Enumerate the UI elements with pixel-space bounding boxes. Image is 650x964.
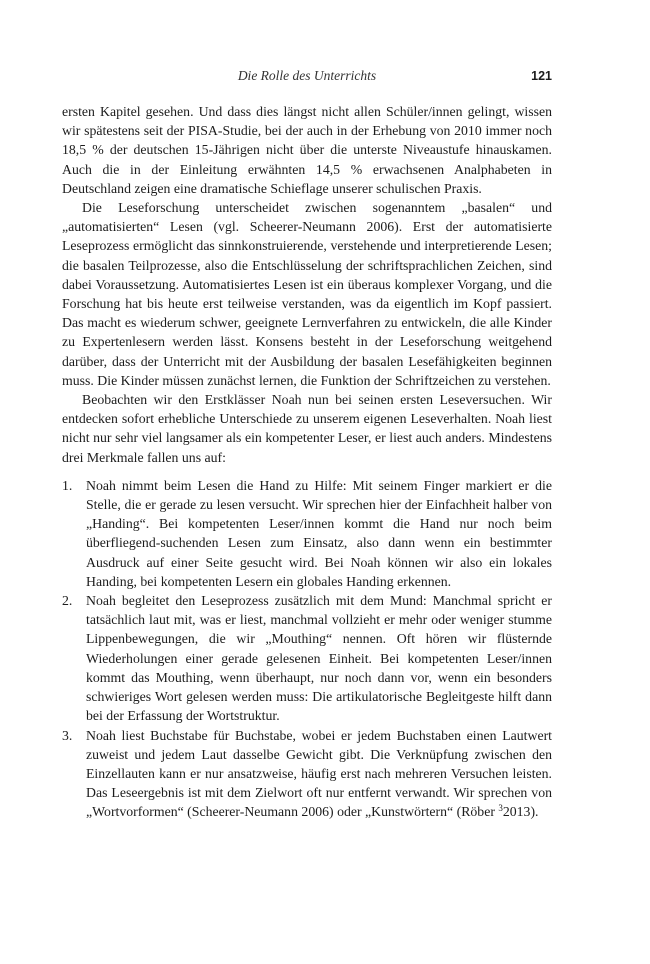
paragraph: ersten Kapitel gesehen. Und dass dies längst nicht allen Schüler/innen gelingt, wissen wir spätestens seit der PISA-Studie, bei der auch in der Erhebung von 2010 immer noch 18,5 % der deutschen 15-Jährigen nicht über die unterste Niveaustufe hinauskamen. Auch die in der Einleitung erwähnten 14,5 % erwachsenen Analphabeten in Deutschland zeigen eine dramatische Schieflage unserer schulischen Praxis. xyxy=(62,104,552,196)
paragraph: Die Leseforschung unterscheidet zwischen sogenanntem „basalen“ und „automatisierten“ Lesen (vgl. Scheerer-Neumann 2006). Erst der automatisierte Leseprozess ermöglicht das sinnkonstruierende, verstehende und interpretierende Lesen; die basalen Teilprozesse, also die Entschlüsselung der schriftsprachlichen Zeichen, sind dabei Voraussetzung. Automatisiertes Lesen ist ein überaus komplexer Vorgang, und die Forschung hat bis heute erst teilweise verstanden, was da eigentlich im Kopf passiert. Das macht es wiederum schwer, geeignete Lernverfahren zu entwickeln, die alle Kinder zu Expertenlesern werden lässt. Konsens besteht in der Leseforschung weitgehend darüber, dass der Unterricht mit der Ausbildung der basalen Lesefähigkeiten beginnen muss. Die Kinder müssen zunächst lernen, die Funktion der Schriftzeichen zu verstehen. xyxy=(62,200,552,388)
running-head xyxy=(62,68,552,88)
list-number: 3. xyxy=(62,727,73,743)
list-item xyxy=(62,476,552,591)
list-item-text xyxy=(86,728,552,820)
list-number: 2. xyxy=(62,593,73,609)
list-item-text: Noah begleitet den Leseprozess zusätzlich mit dem Mund: Manchmal spricht er tatsächlich laut mit, was er liest, manchmal vollzieht er mehr oder weniger stumme Lippenbewegungen, die wir „Mouthing“ nennen. Oft hören wir flüsternde Wiederholungen einer gerade gelesenen Einheit. Bei kompetenten Leser/innen kommt das Mouthing, wenn überhaupt, nur noch dann vor, wenn ein besonders schwieriges Wort gelesen werden muss: Die artikulatorische Begleitgeste hilft dann bei der Erfassung der Wortstruktur. xyxy=(86,593,552,724)
list-item xyxy=(62,591,552,725)
list-item-text-part: 2013). xyxy=(502,804,539,820)
list-item-text-part: Noah liest Buchstabe für Buchstabe, wobei er jedem Buchstaben einen Lautwert zuweist und jedem Laut dasselbe Gewicht gibt. Die Verknüpfung zwischen den Einzellauten kann er nur ansatzweise, häufig erst nach mehreren Versuchen leisten. Das Leseergebnis ist mit dem Zielwort oft nur entfernt verwandt. Wir sprechen von „Wortvorformen“ (Scheerer-Neumann 2006) oder „Kunstwörtern“ (Röber xyxy=(86,727,552,820)
running-title: Die Rolle des Unterrichts xyxy=(237,68,377,83)
edition-superscript: 3 xyxy=(498,803,503,814)
numbered-list xyxy=(62,476,552,822)
body-text xyxy=(62,102,552,822)
list-item xyxy=(62,726,552,822)
paragraph: Beobachten wir den Erstklässer Noah nun bei seinen ersten Leseversuchen. Wir entdecken sofort erhebliche Unterschiede zu unserem eigenen Leseverhalten. Noah liest nicht nur sehr viel langsamer als ein kompetenter Leser, er liest auch anders. Mindestens drei Merkmale fallen uns auf: xyxy=(62,392,552,465)
list-number: 1. xyxy=(62,477,73,493)
list-item-text: Noah nimmt beim Lesen die Hand zu Hilfe: Mit seinem Finger markiert er die Stelle, die er gerade zu lesen versucht. Wir sprechen hier der Einfachheit halber von „Handing“. Bei kompetenten Leser/innen kommt die Hand nur noch beim überfliegend-suchenden Lesen zum Einsatz, also dann wenn ein bestimmter Ausdruck auf einer Seite gesucht wird. Bei Noah können wir also ein lokales Handing, bei kompetenten Lesern ein globales Handing erkennen. xyxy=(86,477,552,589)
page-number: 121 xyxy=(531,69,552,83)
